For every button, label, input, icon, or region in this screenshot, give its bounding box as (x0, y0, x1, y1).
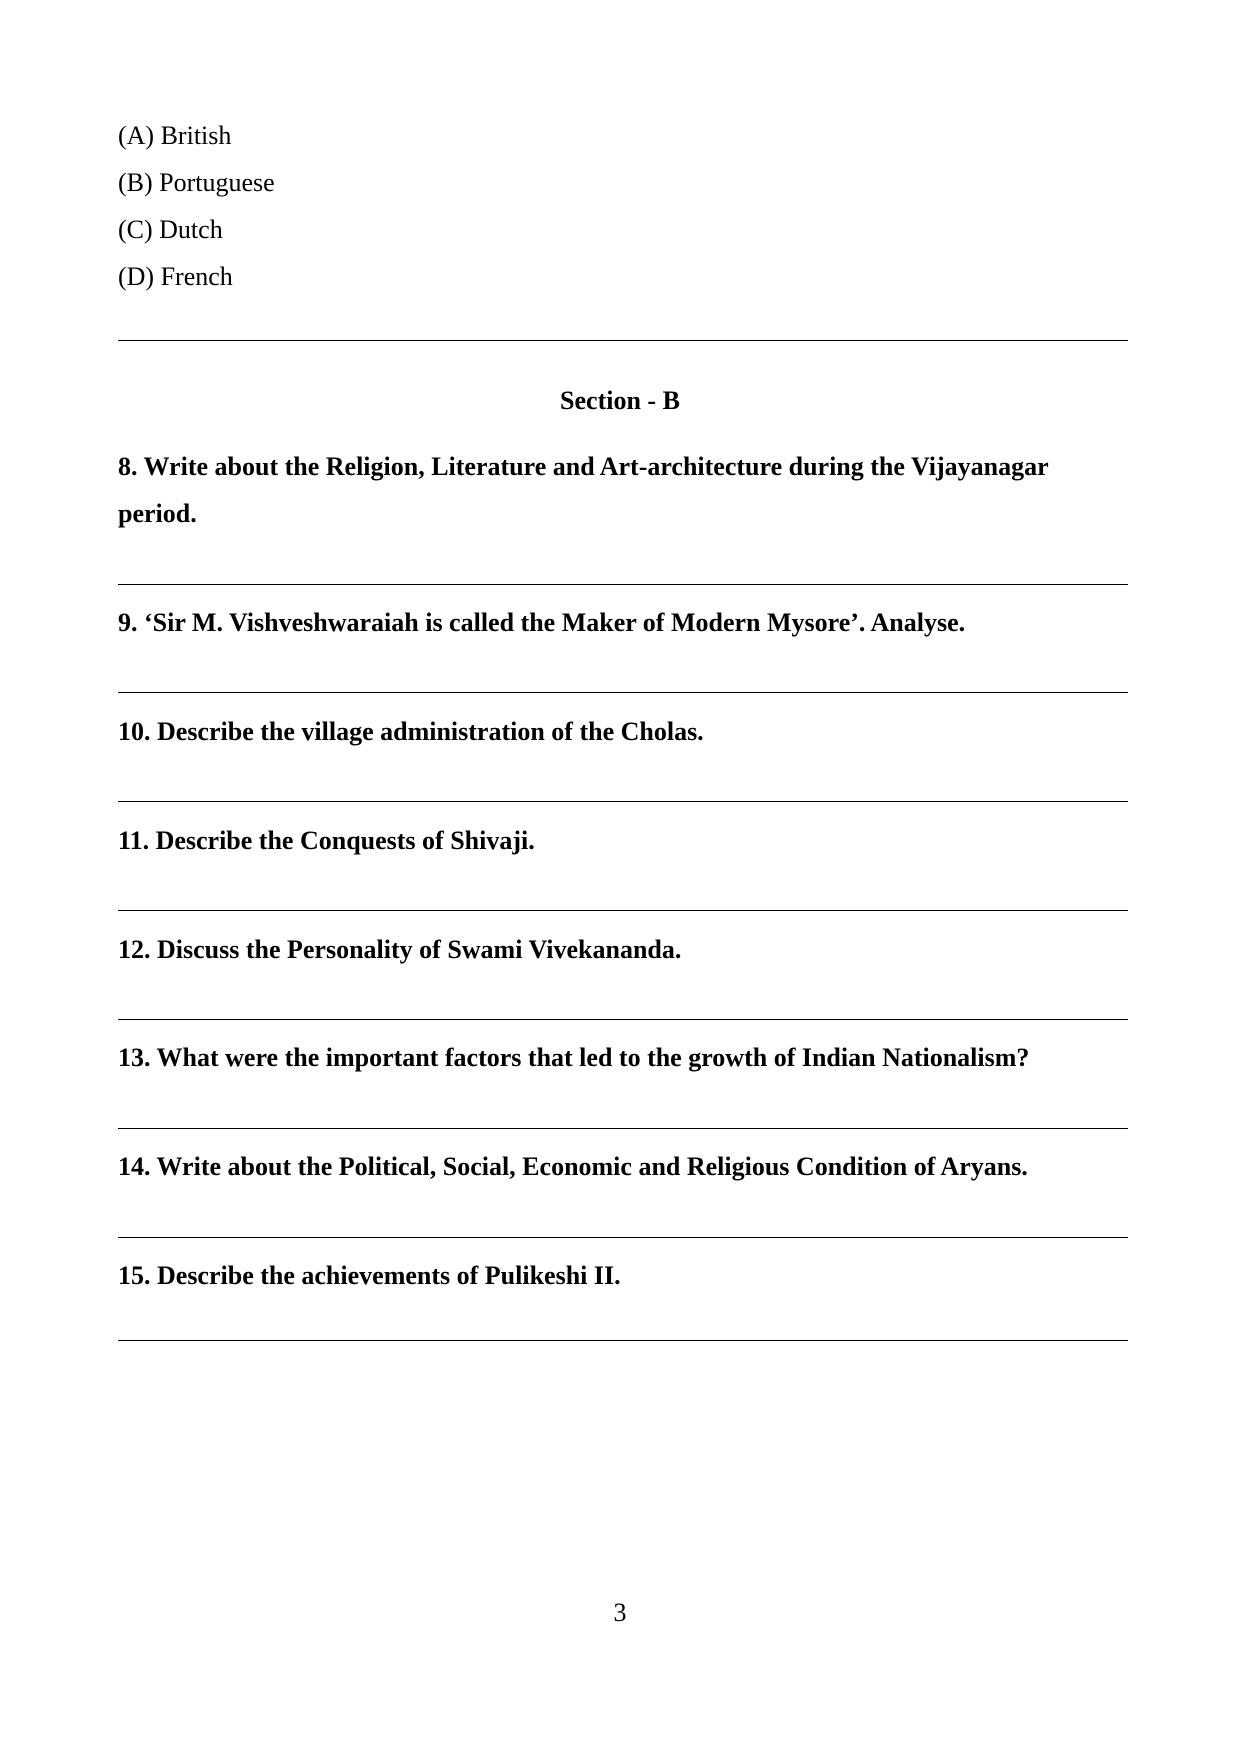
divider (118, 1019, 1128, 1020)
option-b: (B) Portuguese (118, 168, 275, 197)
question-14: 14. Write about the Political, Social, Economic and Religious Condition of Aryans. (118, 1152, 1028, 1181)
answer-options-list (118, 112, 275, 300)
divider (118, 1340, 1128, 1341)
question-11: 11. Describe the Conquests of Shivaji. (118, 826, 535, 855)
divider (118, 1237, 1128, 1238)
option-c: (C) Dutch (118, 215, 223, 244)
page-number: 3 (613, 1598, 627, 1627)
divider (118, 801, 1128, 802)
option-a: (A) British (118, 121, 232, 150)
divider (118, 1128, 1128, 1129)
question-9: 9. ‘Sir M. Vishveshwaraiah is called the Maker of Modern Mysore’. Analyse. (118, 608, 966, 637)
divider (118, 692, 1128, 693)
question-13: 13. What were the important factors that led to the growth of Indian Nationalism? (118, 1043, 1030, 1072)
option-d: (D) French (118, 262, 233, 291)
divider (118, 584, 1128, 585)
question-15: 15. Describe the achievements of Pulikeshi II. (118, 1261, 621, 1290)
question-10: 10. Describe the village administration of the Cholas. (118, 717, 704, 746)
section-title: Section - B (560, 386, 680, 415)
question-8: 8. Write about the Religion, Literature and Art-architecture during the Vijayanagar period. (118, 452, 1049, 528)
divider (118, 340, 1128, 341)
divider (118, 910, 1128, 911)
question-12: 12. Discuss the Personality of Swami Vivekananda. (118, 935, 682, 964)
